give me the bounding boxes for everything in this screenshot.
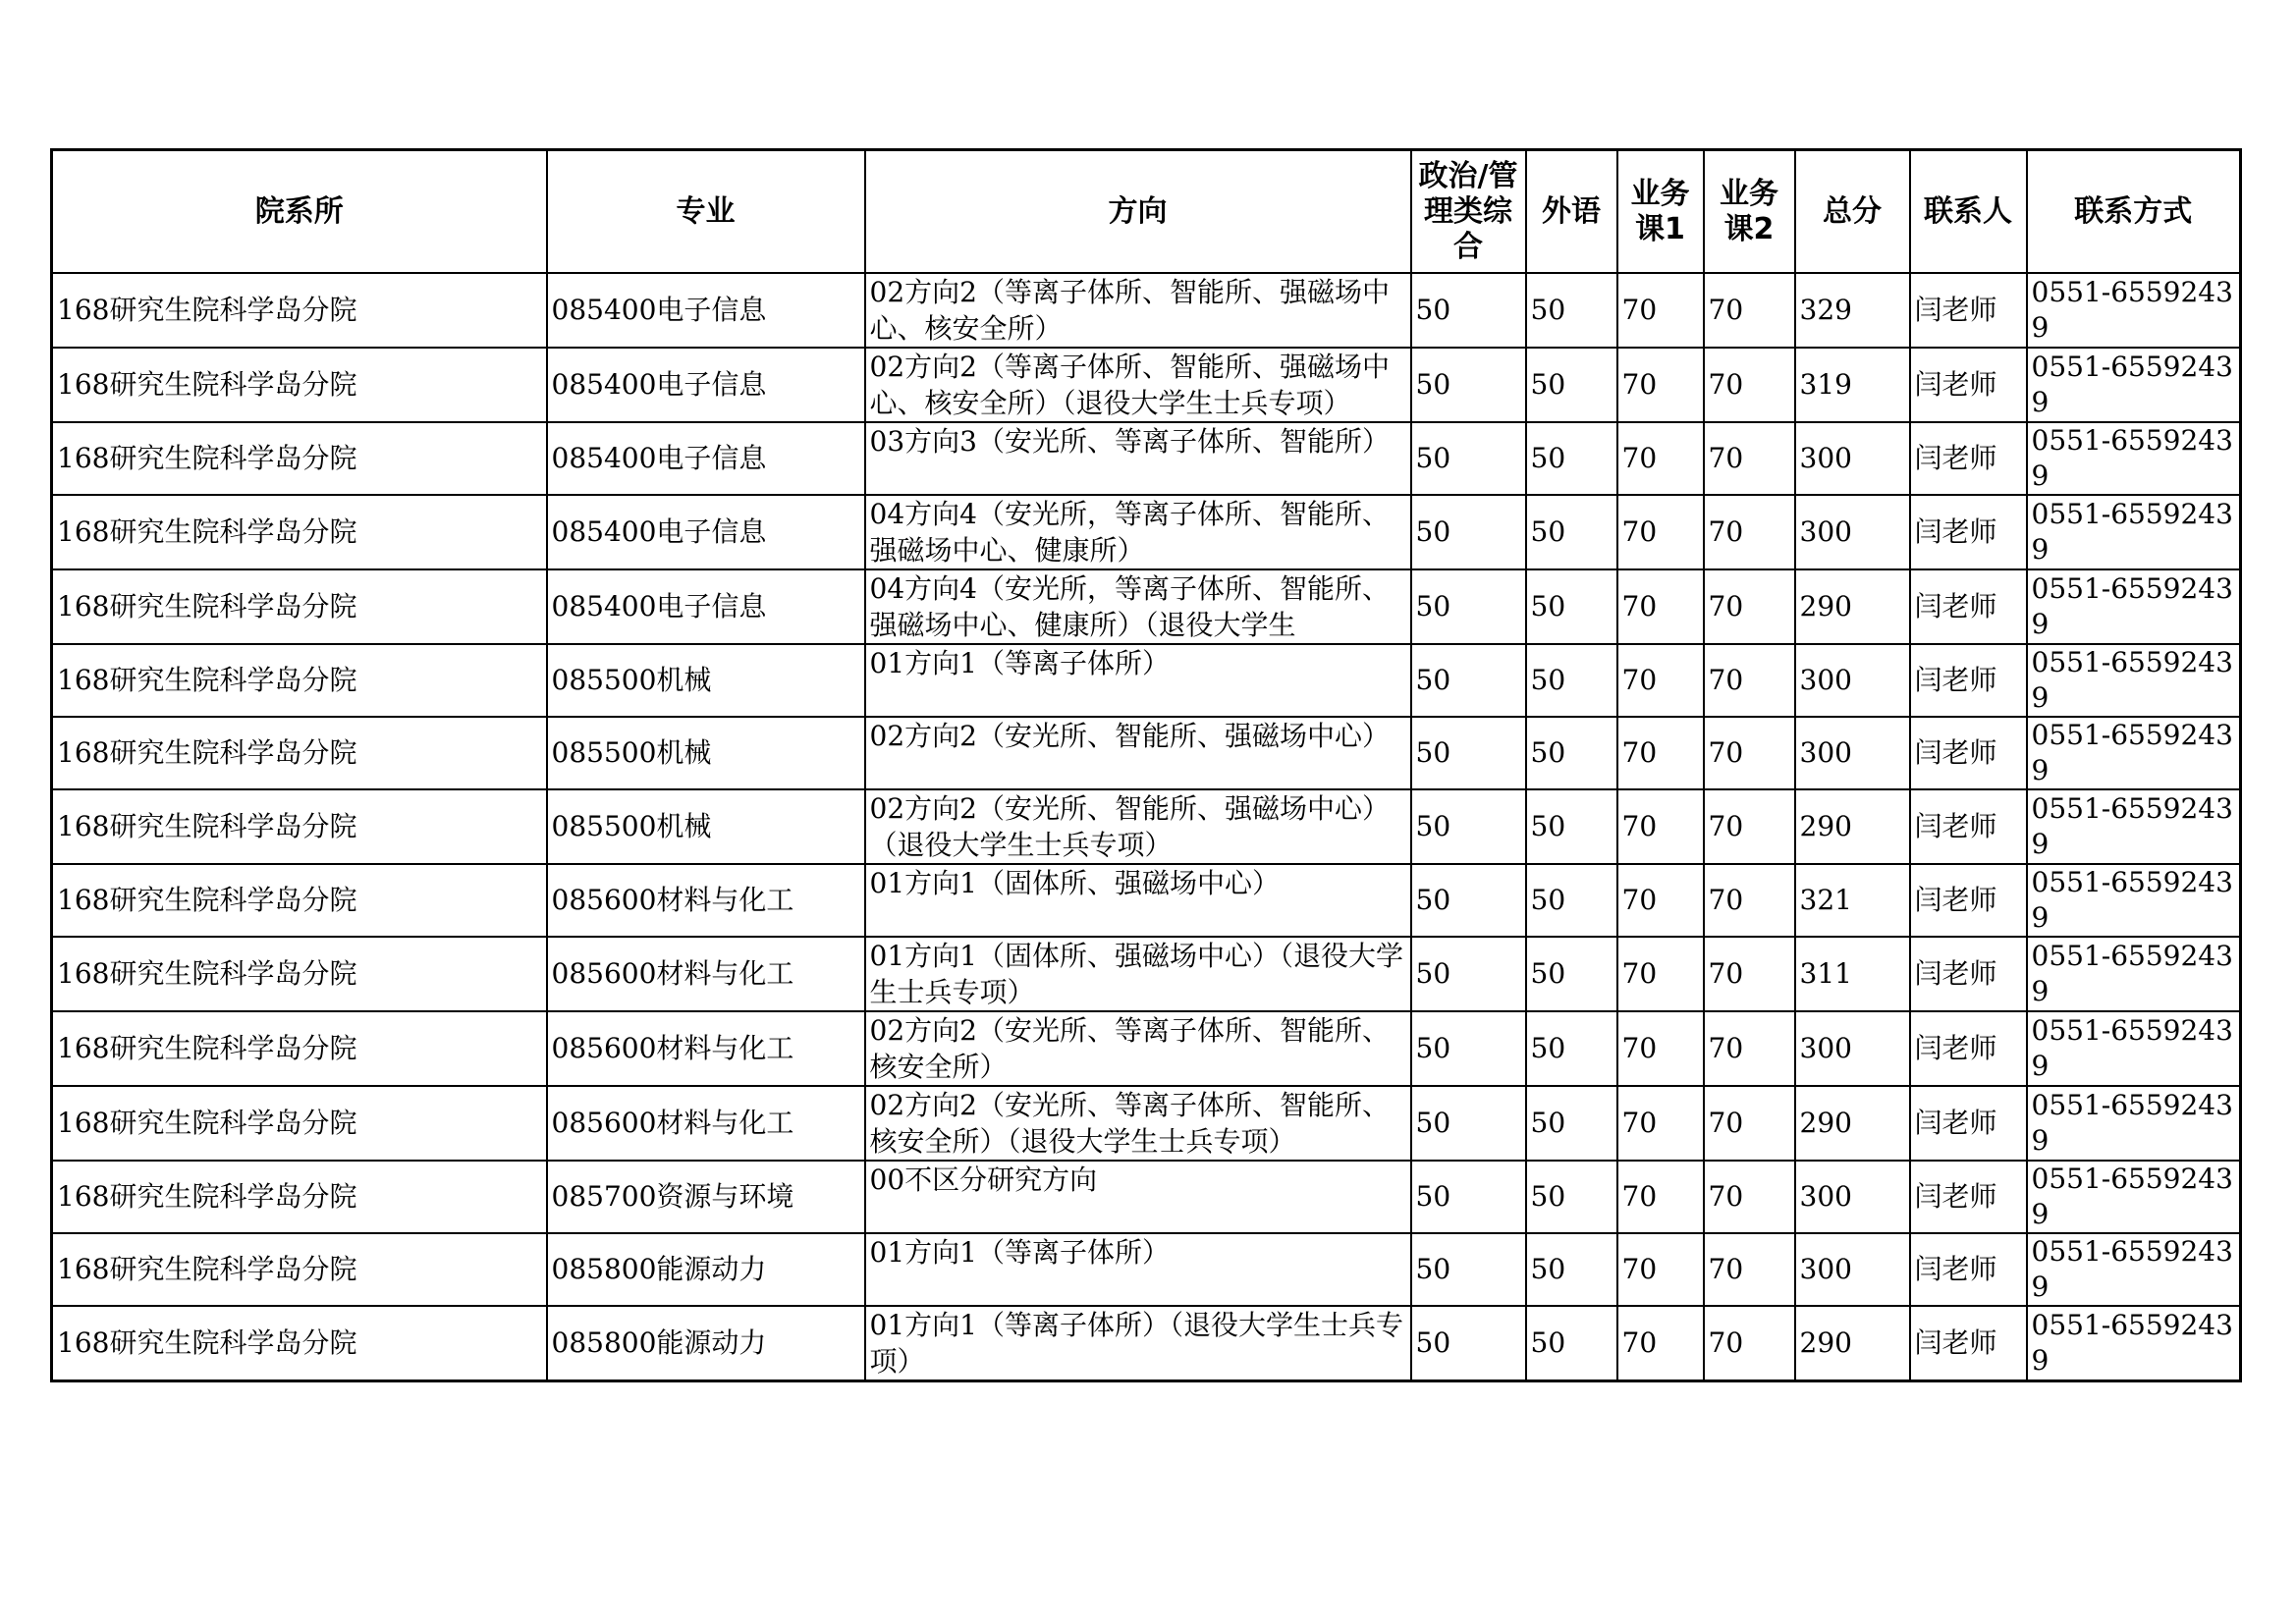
contact-person-cell: 闫老师 bbox=[1910, 1306, 2027, 1381]
foreign-language-cell: 50 bbox=[1526, 644, 1617, 717]
subject-1-cell: 70 bbox=[1617, 1233, 1704, 1306]
contact-phone-cell: 0551-65592439 bbox=[2027, 1011, 2241, 1086]
table-row bbox=[52, 864, 2241, 937]
total-score-cell: 300 bbox=[1795, 1011, 1910, 1086]
department-cell: 168研究生院科学岛分院 bbox=[52, 495, 547, 569]
contact-person-cell: 闫老师 bbox=[1910, 1161, 2027, 1233]
total-score-cell: 290 bbox=[1795, 1306, 1910, 1381]
major-cell: 085400电子信息 bbox=[547, 495, 865, 569]
direction-text: 00不区分研究方向 bbox=[869, 1163, 1098, 1196]
politics-cell: 50 bbox=[1411, 789, 1526, 864]
total-score-cell: 300 bbox=[1795, 644, 1910, 717]
foreign-language-cell: 50 bbox=[1526, 273, 1617, 348]
contact-phone-cell: 0551-65592439 bbox=[2027, 717, 2241, 789]
table-row bbox=[52, 937, 2241, 1011]
table-row bbox=[52, 717, 2241, 789]
total-score-cell: 290 bbox=[1795, 1086, 1910, 1161]
department-cell: 168研究生院科学岛分院 bbox=[52, 1233, 547, 1306]
direction-cell bbox=[865, 273, 1411, 348]
contact-person-cell: 闫老师 bbox=[1910, 1233, 2027, 1306]
total-score-cell: 300 bbox=[1795, 1161, 1910, 1233]
score-table bbox=[50, 148, 2242, 1382]
table-row bbox=[52, 789, 2241, 864]
subject-1-cell: 70 bbox=[1617, 422, 1704, 495]
total-score-cell: 311 bbox=[1795, 937, 1910, 1011]
department-cell: 168研究生院科学岛分院 bbox=[52, 1161, 547, 1233]
contact-person-cell: 闫老师 bbox=[1910, 717, 2027, 789]
politics-cell: 50 bbox=[1411, 348, 1526, 422]
subject-2-cell: 70 bbox=[1704, 717, 1795, 789]
direction-text: 01方向1（等离子体所）（退役大学生士兵专项） bbox=[869, 1309, 1403, 1378]
contact-person-cell: 闫老师 bbox=[1910, 864, 2027, 937]
subject-1-cell: 70 bbox=[1617, 864, 1704, 937]
contact-phone-cell: 0551-65592439 bbox=[2027, 1086, 2241, 1161]
subject-2-cell: 70 bbox=[1704, 495, 1795, 569]
table-row bbox=[52, 1161, 2241, 1233]
major-cell: 085600材料与化工 bbox=[547, 864, 865, 937]
subject-1-cell: 70 bbox=[1617, 1011, 1704, 1086]
subject-1-cell: 70 bbox=[1617, 569, 1704, 644]
table-row bbox=[52, 348, 2241, 422]
contact-phone-cell: 0551-65592439 bbox=[2027, 422, 2241, 495]
direction-cell bbox=[865, 864, 1411, 937]
department-cell: 168研究生院科学岛分院 bbox=[52, 1011, 547, 1086]
header-total-score: 总分 bbox=[1795, 150, 1910, 274]
direction-cell bbox=[865, 789, 1411, 864]
politics-cell: 50 bbox=[1411, 273, 1526, 348]
table-body bbox=[52, 273, 2241, 1381]
subject-1-cell: 70 bbox=[1617, 789, 1704, 864]
direction-cell bbox=[865, 422, 1411, 495]
department-cell: 168研究生院科学岛分院 bbox=[52, 1086, 547, 1161]
foreign-language-cell: 50 bbox=[1526, 1161, 1617, 1233]
major-cell: 085500机械 bbox=[547, 717, 865, 789]
table-row bbox=[52, 1086, 2241, 1161]
subject-2-cell: 70 bbox=[1704, 1161, 1795, 1233]
subject-2-cell: 70 bbox=[1704, 273, 1795, 348]
total-score-cell: 300 bbox=[1795, 1233, 1910, 1306]
subject-2-cell: 70 bbox=[1704, 569, 1795, 644]
politics-cell: 50 bbox=[1411, 644, 1526, 717]
total-score-cell: 321 bbox=[1795, 864, 1910, 937]
department-cell: 168研究生院科学岛分院 bbox=[52, 644, 547, 717]
table-row bbox=[52, 273, 2241, 348]
foreign-language-cell: 50 bbox=[1526, 422, 1617, 495]
direction-text: 03方向3（安光所、等离子体所、智能所） bbox=[869, 425, 1390, 458]
subject-2-cell: 70 bbox=[1704, 1086, 1795, 1161]
direction-cell bbox=[865, 1233, 1411, 1306]
politics-cell: 50 bbox=[1411, 1306, 1526, 1381]
contact-phone-cell: 0551-65592439 bbox=[2027, 495, 2241, 569]
foreign-language-cell: 50 bbox=[1526, 864, 1617, 937]
direction-text: 02方向2（等离子体所、智能所、强磁场中心、核安全所） bbox=[869, 276, 1390, 345]
contact-person-cell: 闫老师 bbox=[1910, 1086, 2027, 1161]
table-row bbox=[52, 569, 2241, 644]
contact-person-cell: 闫老师 bbox=[1910, 348, 2027, 422]
direction-cell bbox=[865, 1011, 1411, 1086]
direction-text: 02方向2（安光所、等离子体所、智能所、核安全所） bbox=[869, 1014, 1390, 1083]
foreign-language-cell: 50 bbox=[1526, 1233, 1617, 1306]
subject-1-cell: 70 bbox=[1617, 273, 1704, 348]
major-cell: 085400电子信息 bbox=[547, 422, 865, 495]
department-cell: 168研究生院科学岛分院 bbox=[52, 1306, 547, 1381]
table-row bbox=[52, 422, 2241, 495]
department-cell: 168研究生院科学岛分院 bbox=[52, 422, 547, 495]
politics-cell: 50 bbox=[1411, 864, 1526, 937]
contact-phone-cell: 0551-65592439 bbox=[2027, 273, 2241, 348]
total-score-cell: 290 bbox=[1795, 569, 1910, 644]
direction-text: 02方向2（安光所、智能所、强磁场中心） bbox=[869, 720, 1390, 752]
contact-person-cell: 闫老师 bbox=[1910, 789, 2027, 864]
major-cell: 085800能源动力 bbox=[547, 1233, 865, 1306]
major-cell: 085500机械 bbox=[547, 644, 865, 717]
subject-1-cell: 70 bbox=[1617, 644, 1704, 717]
direction-text: 02方向2（等离子体所、智能所、强磁场中心、核安全所）（退役大学生士兵专项） bbox=[869, 351, 1390, 419]
header-subject-2: 业务课2 bbox=[1704, 150, 1795, 274]
subject-2-cell: 70 bbox=[1704, 644, 1795, 717]
politics-cell: 50 bbox=[1411, 569, 1526, 644]
subject-2-cell: 70 bbox=[1704, 422, 1795, 495]
foreign-language-cell: 50 bbox=[1526, 348, 1617, 422]
direction-cell bbox=[865, 937, 1411, 1011]
subject-2-cell: 70 bbox=[1704, 864, 1795, 937]
foreign-language-cell: 50 bbox=[1526, 569, 1617, 644]
direction-text: 01方向1（等离子体所） bbox=[869, 647, 1170, 679]
politics-cell: 50 bbox=[1411, 1233, 1526, 1306]
politics-cell: 50 bbox=[1411, 1011, 1526, 1086]
direction-cell bbox=[865, 1306, 1411, 1381]
department-cell: 168研究生院科学岛分院 bbox=[52, 348, 547, 422]
direction-text: 01方向1（固体所、强磁场中心） bbox=[869, 867, 1280, 899]
table-row bbox=[52, 1233, 2241, 1306]
direction-text: 04方向4（安光所，等离子体所、智能所、强磁场中心、健康所）（退役大学生 bbox=[869, 572, 1390, 641]
subject-2-cell: 70 bbox=[1704, 348, 1795, 422]
direction-cell bbox=[865, 717, 1411, 789]
contact-person-cell: 闫老师 bbox=[1910, 273, 2027, 348]
major-cell: 085400电子信息 bbox=[547, 273, 865, 348]
subject-2-cell: 70 bbox=[1704, 789, 1795, 864]
major-cell: 085500机械 bbox=[547, 789, 865, 864]
contact-phone-cell: 0551-65592439 bbox=[2027, 1306, 2241, 1381]
major-cell: 085600材料与化工 bbox=[547, 1011, 865, 1086]
contact-person-cell: 闫老师 bbox=[1910, 422, 2027, 495]
header-row bbox=[52, 150, 2241, 274]
department-cell: 168研究生院科学岛分院 bbox=[52, 864, 547, 937]
header-major: 专业 bbox=[547, 150, 865, 274]
contact-phone-cell: 0551-65592439 bbox=[2027, 1233, 2241, 1306]
department-cell: 168研究生院科学岛分院 bbox=[52, 717, 547, 789]
contact-person-cell: 闫老师 bbox=[1910, 569, 2027, 644]
subject-1-cell: 70 bbox=[1617, 717, 1704, 789]
politics-cell: 50 bbox=[1411, 1161, 1526, 1233]
total-score-cell: 300 bbox=[1795, 495, 1910, 569]
subject-2-cell: 70 bbox=[1704, 1233, 1795, 1306]
politics-cell: 50 bbox=[1411, 717, 1526, 789]
header-foreign-language: 外语 bbox=[1526, 150, 1617, 274]
politics-cell: 50 bbox=[1411, 495, 1526, 569]
header-subject-1: 业务课1 bbox=[1617, 150, 1704, 274]
contact-person-cell: 闫老师 bbox=[1910, 644, 2027, 717]
header-contact-person: 联系人 bbox=[1910, 150, 2027, 274]
table-row bbox=[52, 1011, 2241, 1086]
department-cell: 168研究生院科学岛分院 bbox=[52, 789, 547, 864]
major-cell: 085400电子信息 bbox=[547, 348, 865, 422]
direction-cell bbox=[865, 644, 1411, 717]
direction-text: 02方向2（安光所、智能所、强磁场中心）（退役大学生士兵专项） bbox=[869, 792, 1390, 861]
direction-cell bbox=[865, 1086, 1411, 1161]
foreign-language-cell: 50 bbox=[1526, 1011, 1617, 1086]
subject-1-cell: 70 bbox=[1617, 1161, 1704, 1233]
direction-cell bbox=[865, 569, 1411, 644]
total-score-cell: 300 bbox=[1795, 717, 1910, 789]
politics-cell: 50 bbox=[1411, 422, 1526, 495]
direction-text: 02方向2（安光所、等离子体所、智能所、核安全所）（退役大学生士兵专项） bbox=[869, 1089, 1390, 1158]
total-score-cell: 329 bbox=[1795, 273, 1910, 348]
department-cell: 168研究生院科学岛分院 bbox=[52, 569, 547, 644]
contact-phone-cell: 0551-65592439 bbox=[2027, 569, 2241, 644]
contact-phone-cell: 0551-65592439 bbox=[2027, 937, 2241, 1011]
major-cell: 085700资源与环境 bbox=[547, 1161, 865, 1233]
subject-1-cell: 70 bbox=[1617, 937, 1704, 1011]
table-row bbox=[52, 1306, 2241, 1381]
subject-1-cell: 70 bbox=[1617, 495, 1704, 569]
header-politics: 政治/管理类综合 bbox=[1411, 150, 1526, 274]
foreign-language-cell: 50 bbox=[1526, 1306, 1617, 1381]
foreign-language-cell: 50 bbox=[1526, 495, 1617, 569]
subject-1-cell: 70 bbox=[1617, 1086, 1704, 1161]
contact-phone-cell: 0551-65592439 bbox=[2027, 864, 2241, 937]
foreign-language-cell: 50 bbox=[1526, 717, 1617, 789]
contact-phone-cell: 0551-65592439 bbox=[2027, 644, 2241, 717]
header-contact-phone: 联系方式 bbox=[2027, 150, 2241, 274]
politics-cell: 50 bbox=[1411, 1086, 1526, 1161]
contact-person-cell: 闫老师 bbox=[1910, 1011, 2027, 1086]
subject-2-cell: 70 bbox=[1704, 1011, 1795, 1086]
subject-2-cell: 70 bbox=[1704, 937, 1795, 1011]
contact-phone-cell: 0551-65592439 bbox=[2027, 1161, 2241, 1233]
foreign-language-cell: 50 bbox=[1526, 789, 1617, 864]
direction-cell bbox=[865, 495, 1411, 569]
direction-text: 01方向1（等离子体所） bbox=[869, 1236, 1170, 1269]
department-cell: 168研究生院科学岛分院 bbox=[52, 937, 547, 1011]
contact-phone-cell: 0551-65592439 bbox=[2027, 789, 2241, 864]
total-score-cell: 290 bbox=[1795, 789, 1910, 864]
table-row bbox=[52, 495, 2241, 569]
foreign-language-cell: 50 bbox=[1526, 1086, 1617, 1161]
table-row bbox=[52, 644, 2241, 717]
subject-2-cell: 70 bbox=[1704, 1306, 1795, 1381]
foreign-language-cell: 50 bbox=[1526, 937, 1617, 1011]
direction-text: 01方向1（固体所、强磁场中心）（退役大学生士兵专项） bbox=[869, 940, 1403, 1008]
contact-phone-cell: 0551-65592439 bbox=[2027, 348, 2241, 422]
header-department: 院系所 bbox=[52, 150, 547, 274]
header-direction: 方向 bbox=[865, 150, 1411, 274]
direction-cell bbox=[865, 348, 1411, 422]
contact-person-cell: 闫老师 bbox=[1910, 937, 2027, 1011]
department-cell: 168研究生院科学岛分院 bbox=[52, 273, 547, 348]
major-cell: 085400电子信息 bbox=[547, 569, 865, 644]
subject-1-cell: 70 bbox=[1617, 348, 1704, 422]
total-score-cell: 319 bbox=[1795, 348, 1910, 422]
total-score-cell: 300 bbox=[1795, 422, 1910, 495]
major-cell: 085600材料与化工 bbox=[547, 937, 865, 1011]
major-cell: 085800能源动力 bbox=[547, 1306, 865, 1381]
major-cell: 085600材料与化工 bbox=[547, 1086, 865, 1161]
contact-person-cell: 闫老师 bbox=[1910, 495, 2027, 569]
subject-1-cell: 70 bbox=[1617, 1306, 1704, 1381]
direction-cell bbox=[865, 1161, 1411, 1233]
politics-cell: 50 bbox=[1411, 937, 1526, 1011]
direction-text: 04方向4（安光所，等离子体所、智能所、强磁场中心、健康所） bbox=[869, 498, 1390, 567]
